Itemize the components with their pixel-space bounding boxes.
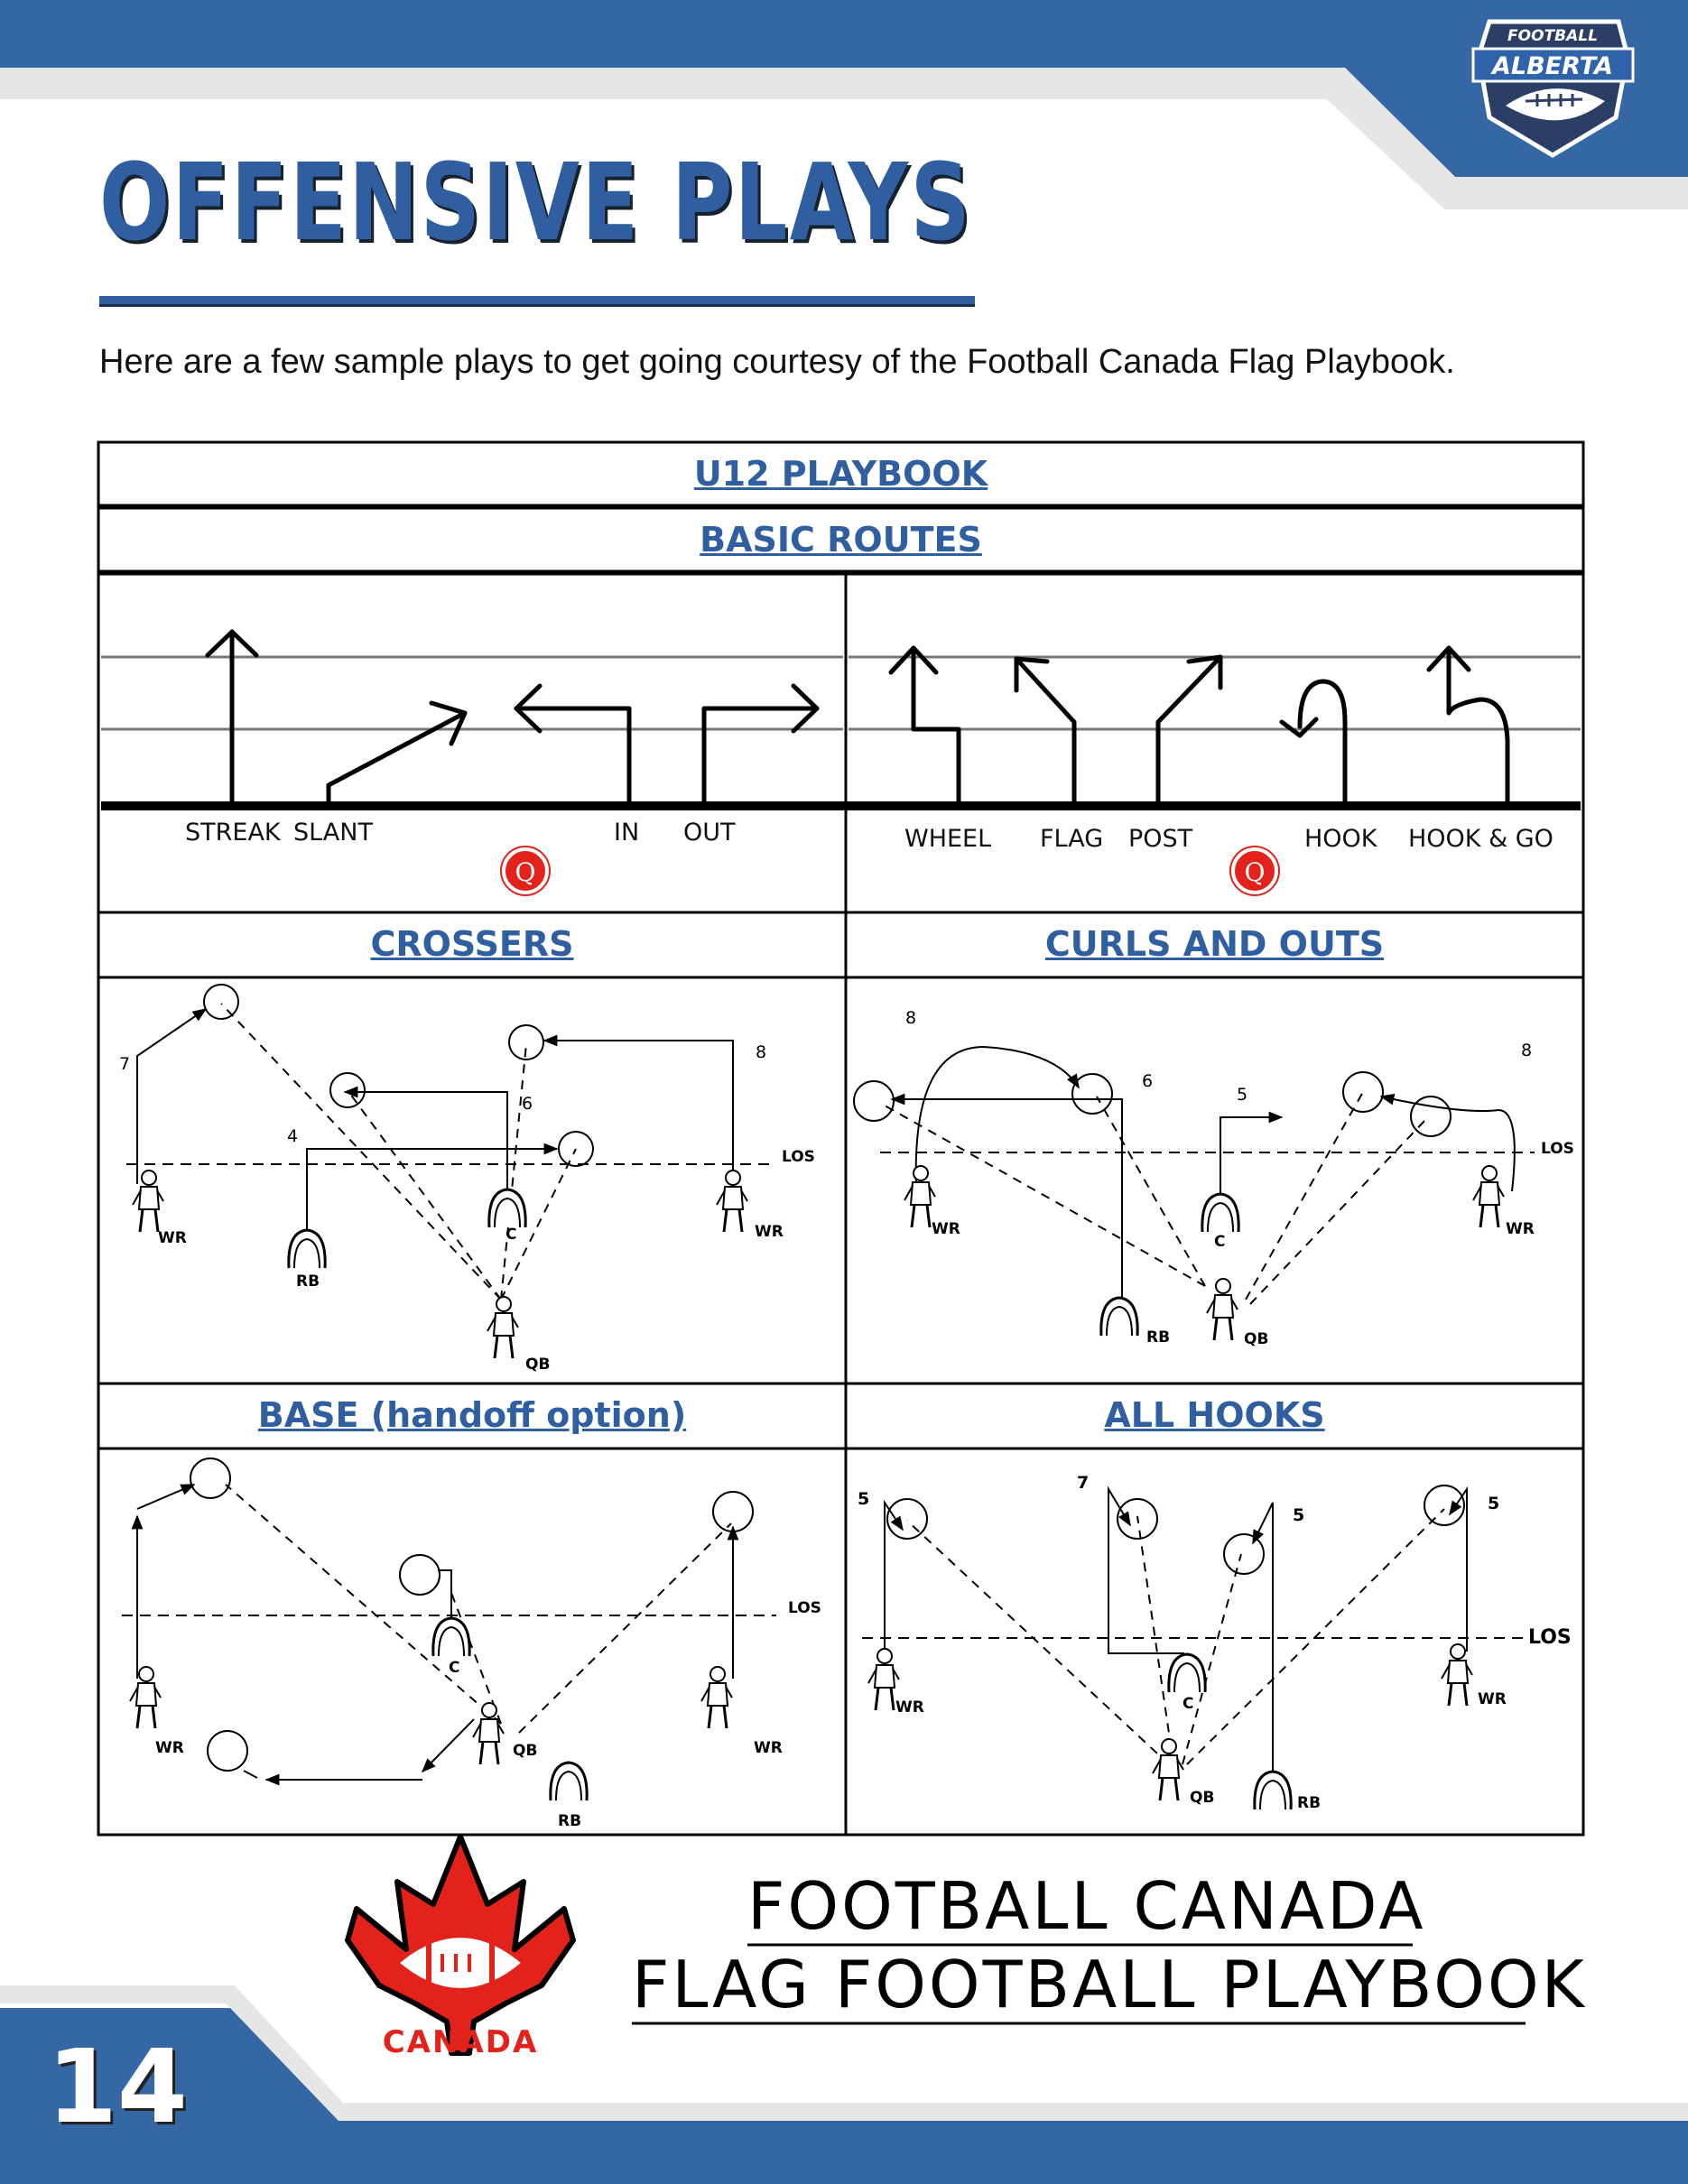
position-rb: RB <box>1297 1794 1322 1812</box>
route-number: 8 <box>905 1008 917 1028</box>
route-label-post: POST <box>1128 825 1193 853</box>
route-number: 8 <box>1521 1041 1533 1060</box>
position-rb: RB <box>558 1812 582 1830</box>
route-number: 4 <box>287 1126 299 1146</box>
route-number: 5 <box>858 1489 870 1509</box>
position-qb: QB <box>1244 1330 1269 1348</box>
position-wr: WR <box>754 1739 783 1757</box>
route-label-hook: HOOK <box>1304 825 1377 853</box>
los-label: LOS <box>782 1148 815 1166</box>
route-label-wheel: WHEEL <box>904 825 992 853</box>
position-qb: QB <box>513 1742 538 1760</box>
qb-marker-left: Q <box>515 857 536 887</box>
route-number: 6 <box>1142 1071 1154 1091</box>
position-wr: WR <box>932 1220 960 1238</box>
position-c: C <box>505 1226 517 1244</box>
canada-logo-text: CANADA <box>382 2024 539 2060</box>
logo-top-text: FOOTBALL <box>1507 27 1598 45</box>
position-wr: WR <box>755 1223 784 1241</box>
play-title-crossers: CROSSERS <box>370 924 574 964</box>
route-number: 7 <box>119 1054 131 1074</box>
route-label-out: OUT <box>683 819 736 847</box>
position-qb: QB <box>1190 1789 1215 1807</box>
football-canada-logo <box>348 1837 573 2053</box>
los-label: LOS <box>1541 1140 1574 1158</box>
position-qb: QB <box>525 1356 551 1374</box>
position-wr: WR <box>158 1229 187 1247</box>
position-wr: WR <box>895 1698 924 1717</box>
position-wr: WR <box>1478 1690 1507 1708</box>
route-number: 5 <box>1488 1494 1500 1513</box>
route-number: 5 <box>1237 1085 1248 1105</box>
table-title: U12 PLAYBOOK <box>693 454 988 494</box>
route-label-flag: FLAG <box>1040 825 1104 853</box>
play-title-curls-and-outs: CURLS AND OUTS <box>1044 924 1385 964</box>
page-title: OFFENSIVE PLAYS <box>99 140 973 264</box>
route-number: 5 <box>1293 1505 1305 1525</box>
footer-title-line2: FLAG FOOTBALL PLAYBOOK <box>632 1947 1587 2022</box>
route-label-in: IN <box>614 819 640 847</box>
position-rb: RB <box>1146 1328 1171 1346</box>
position-c: C <box>1183 1695 1194 1713</box>
route-label-hook-and-go: HOOK & GO <box>1408 825 1554 853</box>
route-label-streak: STREAK <box>185 819 281 847</box>
route-number: 8 <box>756 1042 767 1062</box>
position-c: C <box>1214 1233 1226 1251</box>
los-label: LOS <box>788 1599 821 1617</box>
position-wr: WR <box>155 1739 184 1757</box>
footer-title-line1: FOOTBALL CANADA <box>747 1868 1426 1944</box>
position-c: C <box>449 1659 460 1677</box>
play-title-base: BASE (handoff option) <box>257 1395 687 1435</box>
page-number: 14 <box>47 2029 188 2146</box>
los-label: LOS <box>1528 1626 1572 1649</box>
play-title-all-hooks: ALL HOOKS <box>1104 1395 1325 1435</box>
logo-main-text: ALBERTA <box>1492 52 1613 80</box>
route-label-slant: SLANT <box>293 819 373 847</box>
qb-marker-right: Q <box>1244 857 1266 887</box>
basic-routes-title: BASIC ROUTES <box>700 520 982 560</box>
position-rb: RB <box>296 1272 320 1291</box>
position-wr: WR <box>1506 1220 1535 1238</box>
route-number: 7 <box>1077 1473 1090 1493</box>
route-number: 6 <box>522 1094 533 1114</box>
intro-text: Here are a few sample plays to get going courtesy of the Football Canada Flag Playbook. <box>99 343 1455 381</box>
